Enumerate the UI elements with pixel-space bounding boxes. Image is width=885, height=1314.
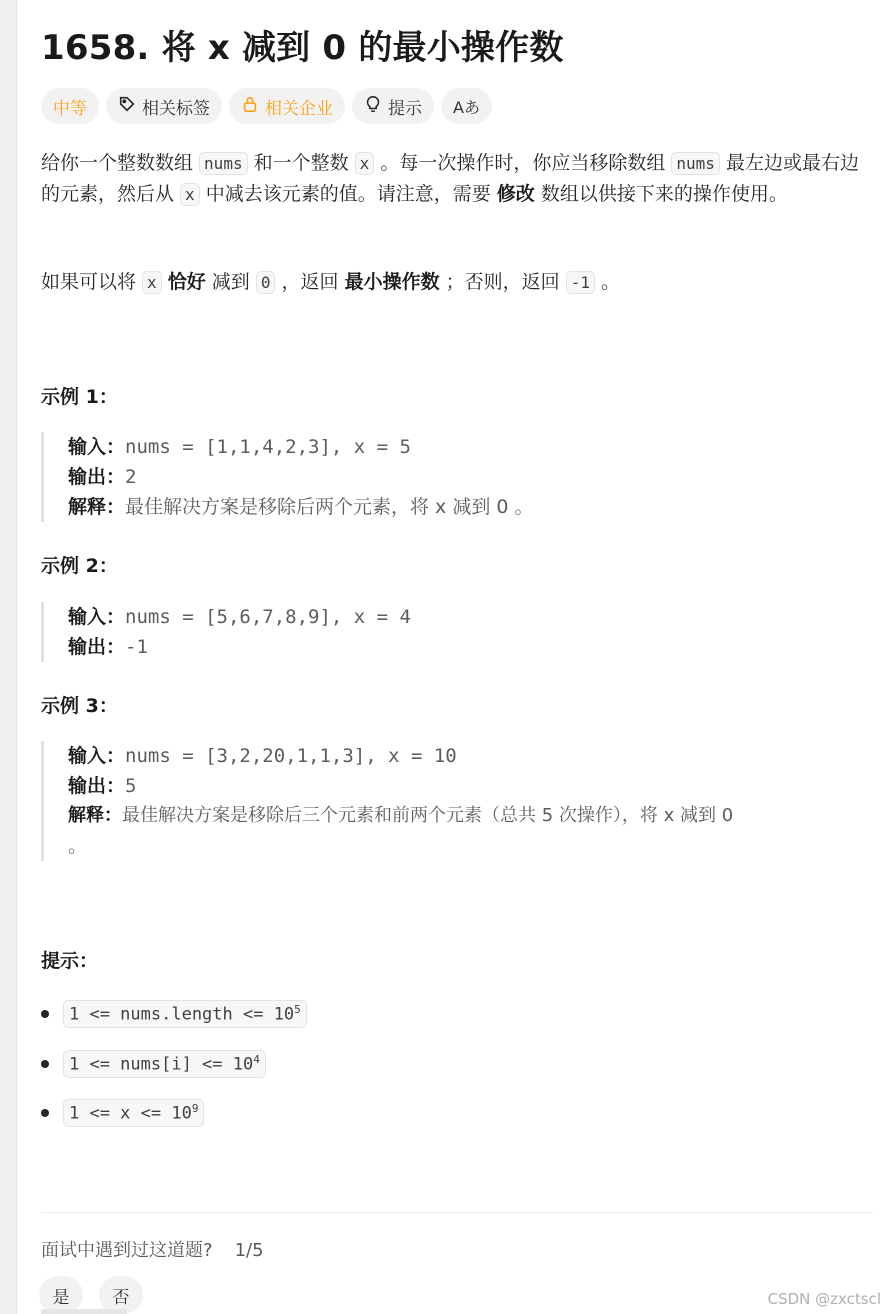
- desc-text: 和一个整数: [247, 152, 355, 174]
- explain-label: 解释：: [68, 805, 122, 826]
- inline-code: nums: [199, 152, 248, 175]
- interview-question-text: 面试中遇到过这道题?: [41, 1240, 213, 1261]
- input-label: 输入：: [68, 606, 126, 628]
- example-input: nums = [3,2,20,1,1,3], x = 10: [125, 745, 457, 767]
- inline-code: 0: [256, 271, 276, 294]
- example-1-title: 示例 1：: [41, 386, 118, 408]
- topics-tag-label: 相关标签: [142, 98, 210, 119]
- difficulty-tag[interactable]: [41, 88, 99, 124]
- bullet-icon: [41, 1109, 49, 1117]
- inline-code: x: [142, 271, 162, 294]
- yes-button[interactable]: 是: [39, 1276, 83, 1314]
- bold-text: 恰好: [167, 271, 206, 293]
- example-explanation: 最佳解决方案是移除后两个元素，将 x 减到 0 。: [125, 496, 534, 518]
- constraint-code: $1 <= x <= 10^9$: [63, 1099, 204, 1127]
- bullet-icon: [41, 1060, 49, 1068]
- output-label: 输出：: [68, 636, 126, 658]
- constraints-title: 提示：: [41, 950, 99, 972]
- bold-text: 修改: [496, 183, 535, 205]
- desc-text: 如果可以将: [41, 271, 143, 293]
- example-2-title: 示例 2：: [41, 555, 118, 577]
- input-label: 输入：: [68, 436, 126, 458]
- translate-icon: Aあ: [453, 97, 480, 117]
- companies-tag-button[interactable]: [229, 88, 345, 124]
- description-paragraph-1: [41, 148, 876, 210]
- example-2-block: [41, 602, 876, 662]
- bottom-strip: [41, 1309, 127, 1314]
- problem-title: 1658. 将 x 减到 0 的最小操作数: [41, 28, 564, 68]
- example-3-title: 示例 3：: [41, 695, 118, 717]
- desc-text: 中减去该元素的值。请注意，需要: [199, 183, 497, 205]
- difficulty-label: 中等: [53, 98, 87, 119]
- interview-question: [41, 1236, 264, 1262]
- desc-text: 。: [594, 271, 620, 293]
- desc-text: 数组以供接下来的操作使用。: [534, 183, 788, 205]
- example-explanation: 最佳解决方案是移除后三个元素和前两个元素（总共 5 次操作），将 x 减到 0: [122, 805, 734, 826]
- desc-text: 减到: [205, 271, 256, 293]
- translate-button[interactable]: [441, 88, 492, 124]
- desc-text: 给你一个整数数组: [41, 152, 200, 174]
- explain-label: 解释：: [68, 496, 126, 518]
- example-3-block: [41, 741, 876, 861]
- lightbulb-icon: [364, 95, 382, 118]
- inline-code: -1: [566, 271, 595, 294]
- example-1-block: [41, 432, 876, 522]
- tag-icon: [118, 95, 136, 118]
- divider: [41, 1212, 873, 1213]
- description-paragraph-2: [41, 267, 876, 298]
- lock-icon: [241, 95, 259, 118]
- constraint-item-2: [41, 1050, 266, 1078]
- constraint-code: 1 <= nums[i] <= $10^4$: [63, 1050, 266, 1078]
- desc-text: 。每一次操作时，你应当移除数组: [374, 152, 672, 174]
- bullet-icon: [41, 1010, 49, 1018]
- hint-tag-button[interactable]: [352, 88, 434, 124]
- example-input: nums = [5,6,7,8,9], x = 4: [125, 606, 411, 628]
- example-output: 2: [125, 466, 137, 488]
- inline-code: x: [180, 183, 200, 206]
- example-output: 5: [125, 775, 137, 797]
- output-label: 输出：: [68, 466, 126, 488]
- topics-tag-button[interactable]: [106, 88, 222, 124]
- interview-progress: 1/5: [234, 1240, 264, 1261]
- watermark: CSDN @zxctscl: [767, 1290, 881, 1308]
- example-output: -1: [125, 636, 148, 658]
- bold-text: 最小操作数: [344, 271, 440, 293]
- inline-code: x: [355, 152, 375, 175]
- example-input: nums = [1,1,4,2,3], x = 5: [125, 436, 411, 458]
- desc-text: ，返回: [275, 271, 345, 293]
- constraint-item-3: [41, 1099, 204, 1127]
- desc-text: 最左边或最右边的元素，然后从: [41, 152, 859, 205]
- tag-bar: [41, 88, 492, 124]
- input-label: 输入：: [68, 745, 126, 767]
- output-label: 输出：: [68, 775, 126, 797]
- constraint-code: 1 <= nums.length <= $10^5$: [63, 1000, 307, 1028]
- problem-panel: [16, 0, 885, 1314]
- no-button[interactable]: 否: [99, 1276, 143, 1314]
- inline-code: nums: [671, 152, 720, 175]
- constraint-item-1: [41, 1000, 307, 1028]
- companies-tag-label: 相关企业: [265, 98, 333, 119]
- hint-tag-label: 提示: [388, 98, 422, 119]
- example-explanation-cont: 。: [68, 835, 88, 857]
- desc-text: ；否则，返回: [439, 271, 566, 293]
